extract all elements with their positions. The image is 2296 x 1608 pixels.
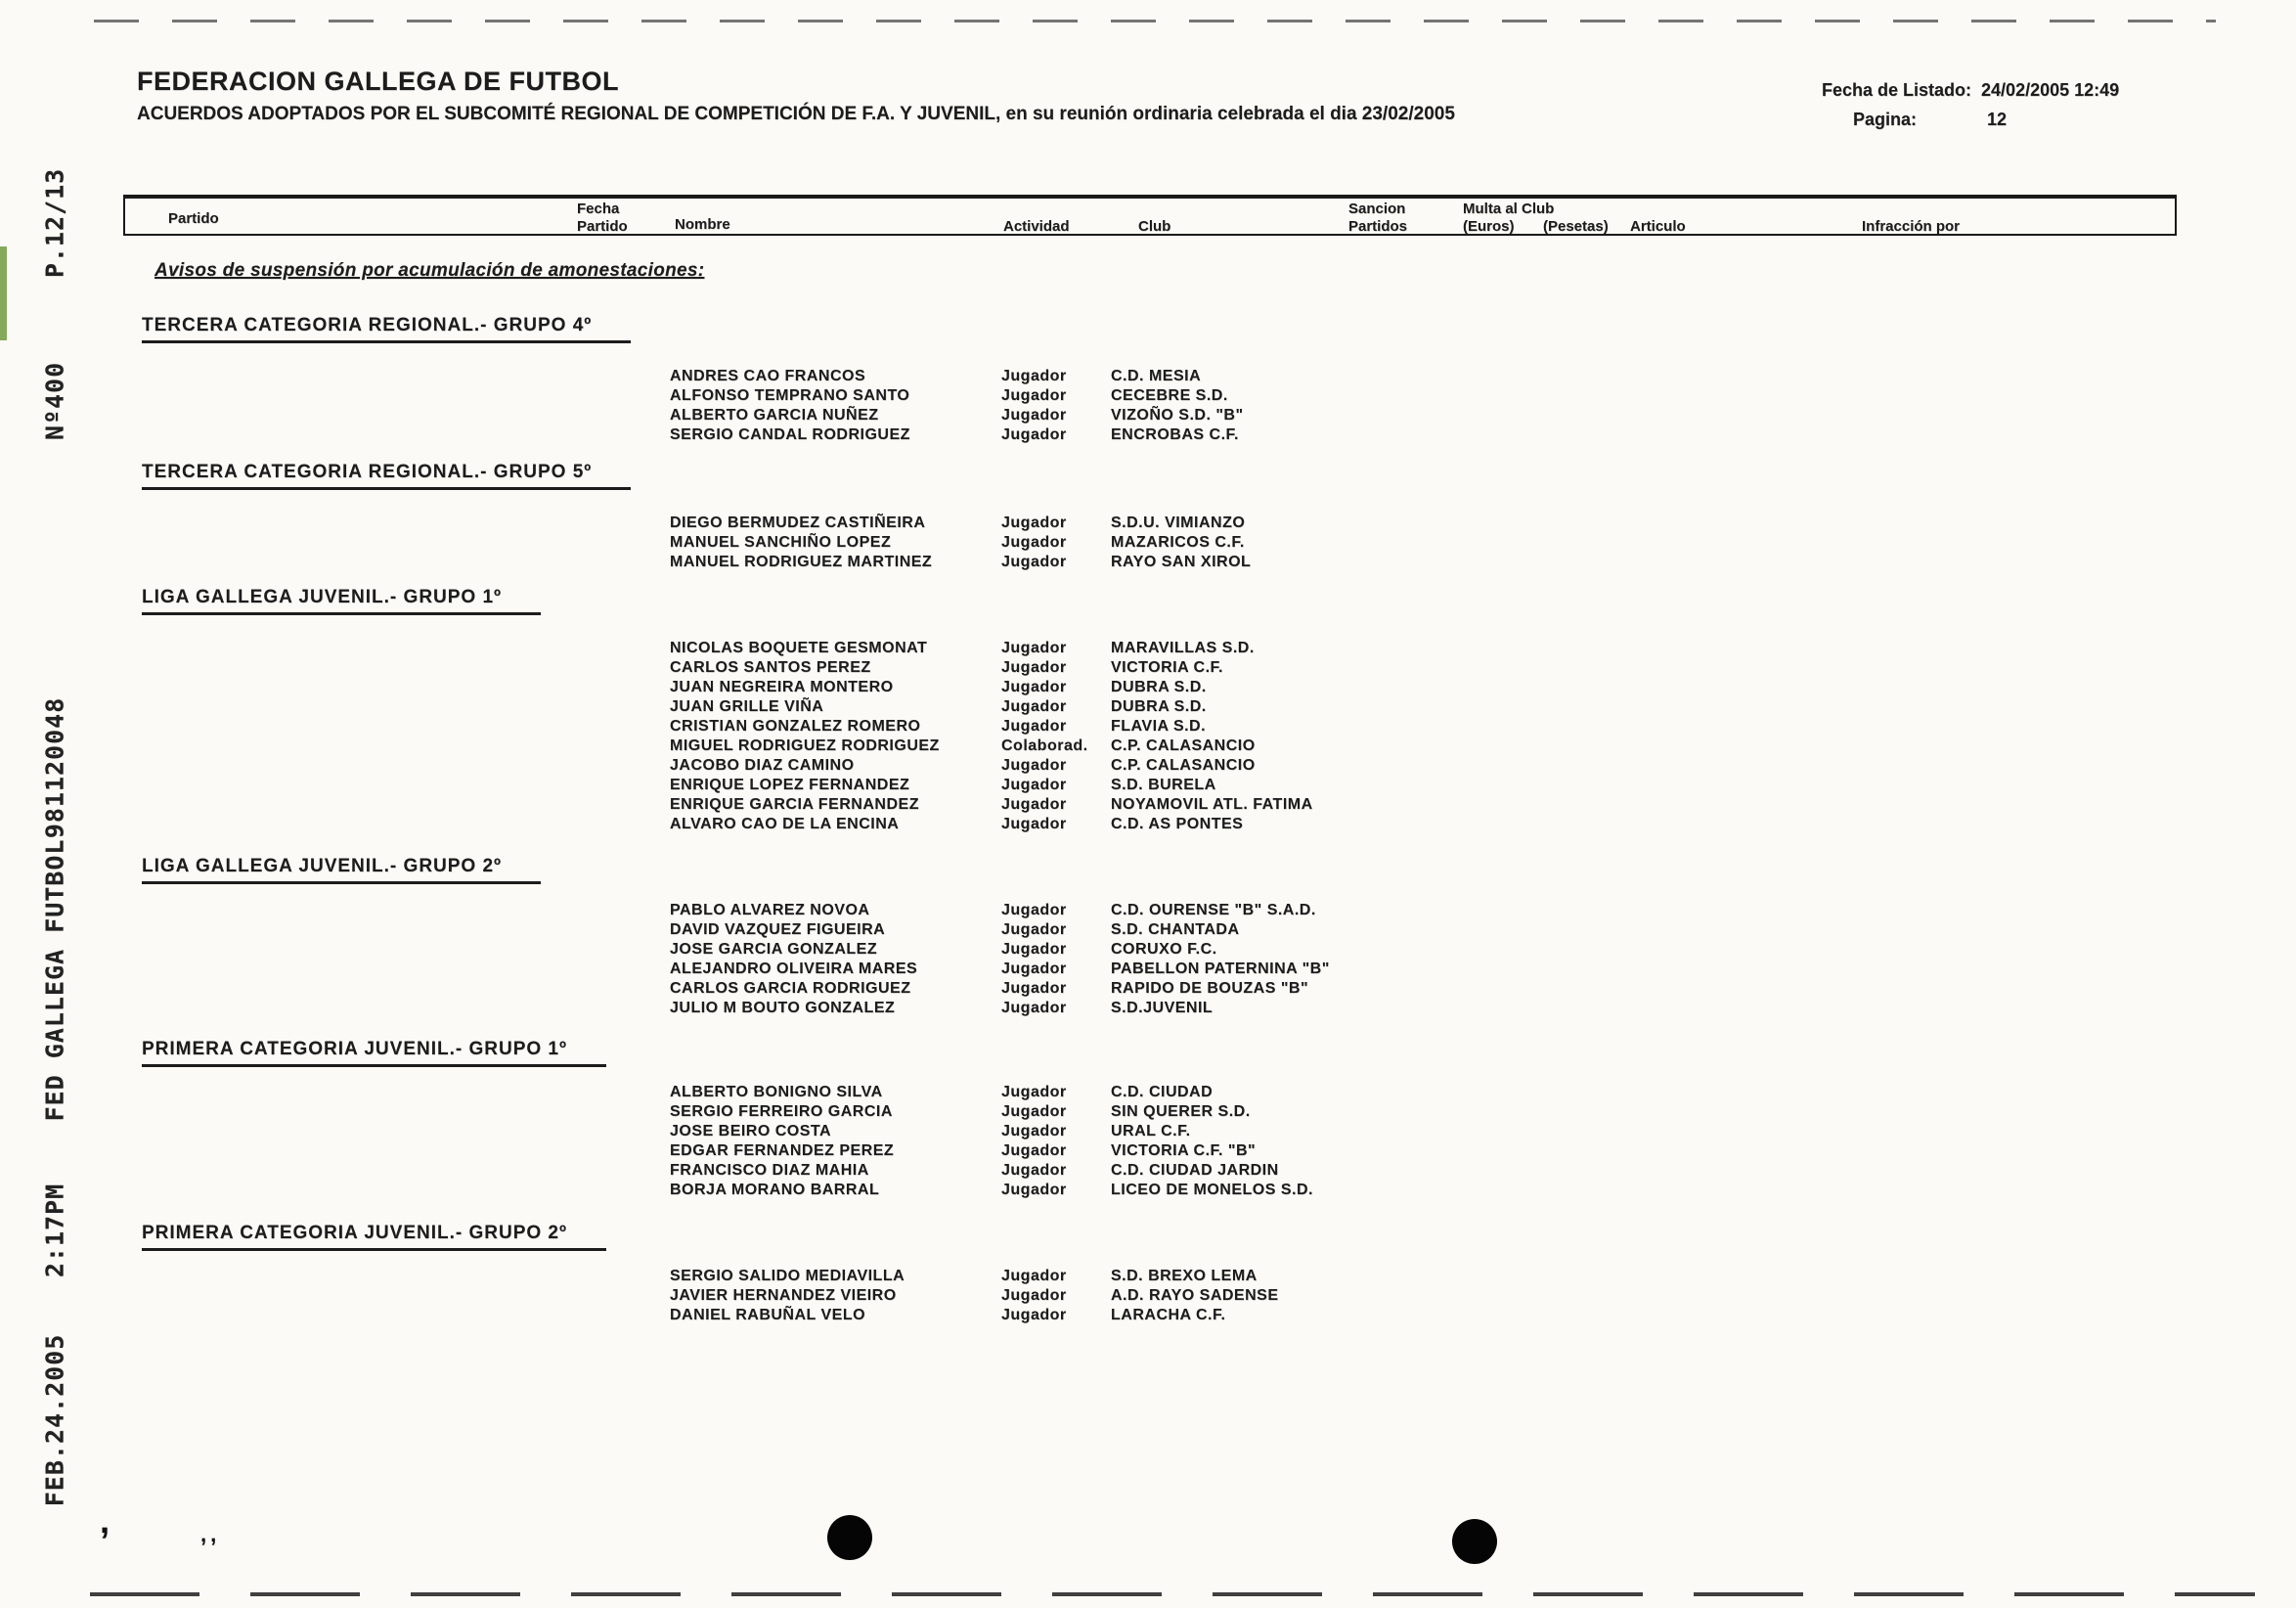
cell-nombre: MANUEL RODRIGUEZ MARTINEZ xyxy=(670,554,933,570)
cell-nombre: ALVARO CAO DE LA ENCINA xyxy=(670,816,900,832)
cell-club: SIN QUERER S.D. xyxy=(1111,1103,1251,1120)
table-row xyxy=(0,1268,2296,1287)
cell-actividad: Jugador xyxy=(1001,679,1067,695)
table-row xyxy=(0,816,2296,835)
table-row xyxy=(0,679,2296,698)
col-multa-euros: (Euros) xyxy=(1463,218,1515,235)
table-row xyxy=(0,534,2296,554)
cell-club: CORUXO F.C. xyxy=(1111,941,1217,958)
cell-club: C.D. CIUDAD xyxy=(1111,1084,1214,1100)
table-row xyxy=(0,659,2296,679)
cell-nombre: JUAN GRILLE VIÑA xyxy=(670,698,824,715)
cell-nombre: ALEJANDRO OLIVEIRA MARES xyxy=(670,960,918,977)
table-row xyxy=(0,514,2296,534)
col-nombre: Nombre xyxy=(675,216,730,233)
table-row xyxy=(0,1000,2296,1019)
cell-nombre: JUAN NEGREIRA MONTERO xyxy=(670,679,894,695)
cell-club: S.D. BREXO LEMA xyxy=(1111,1268,1258,1284)
listing-date-label: Fecha de Listado: xyxy=(1822,80,1972,100)
cell-nombre: DANIEL RABUÑAL VELO xyxy=(670,1307,866,1323)
section-title: Avisos de suspensión por acumulación de amonestaciones: xyxy=(155,260,705,281)
table-row xyxy=(0,960,2296,980)
table-row xyxy=(0,941,2296,960)
cell-nombre: BORJA MORANO BARRAL xyxy=(670,1182,880,1198)
table-row xyxy=(0,737,2296,757)
cell-club: FLAVIA S.D. xyxy=(1111,718,1207,735)
cell-nombre: ALBERTO BONIGNO SILVA xyxy=(670,1084,883,1100)
group-rows xyxy=(0,514,2296,573)
scan-artifact-smudge: ,, xyxy=(200,1522,221,1546)
cell-actividad: Jugador xyxy=(1001,659,1067,676)
cell-nombre: ENRIQUE GARCIA FERNANDEZ xyxy=(670,796,919,813)
cell-nombre: ALBERTO GARCIA NUÑEZ xyxy=(670,407,879,424)
cell-club: VICTORIA C.F. "B" xyxy=(1111,1142,1257,1159)
table-row xyxy=(0,1103,2296,1123)
fax-stamp-phone-number: 981120048 xyxy=(40,696,69,839)
cell-nombre: JAVIER HERNANDEZ VIEIRO xyxy=(670,1287,897,1304)
cell-actividad: Jugador xyxy=(1001,1084,1067,1100)
cell-actividad: Jugador xyxy=(1001,407,1067,424)
cell-nombre: CRISTIAN GONZALEZ ROMERO xyxy=(670,718,921,735)
group-rows xyxy=(0,640,2296,835)
table-row xyxy=(0,1287,2296,1307)
fax-stamp-date: FEB.24.2005 xyxy=(40,1333,69,1507)
table-column-header xyxy=(123,195,2177,236)
col-partido: Partido xyxy=(168,210,219,227)
cell-club: MAZARICOS C.F. xyxy=(1111,534,1245,551)
table-row xyxy=(0,796,2296,816)
cell-actividad: Jugador xyxy=(1001,1162,1067,1179)
cell-actividad: Jugador xyxy=(1001,980,1067,997)
cell-actividad: Jugador xyxy=(1001,941,1067,958)
cell-club: C.D. CIUDAD JARDIN xyxy=(1111,1162,1279,1179)
table-row xyxy=(0,718,2296,737)
table-row xyxy=(0,757,2296,777)
table-row xyxy=(0,1307,2296,1326)
col-fecha-partido-line1: Fecha xyxy=(577,201,620,217)
cell-club: C.D. OURENSE "B" S.A.D. xyxy=(1111,902,1316,918)
table-row xyxy=(0,1084,2296,1103)
fax-stamp-page-number: P.12/13 xyxy=(40,167,69,279)
cell-nombre: JOSE GARCIA GONZALEZ xyxy=(670,941,878,958)
cell-nombre: MANUEL SANCHIÑO LOPEZ xyxy=(670,534,892,551)
cell-club: S.D. CHANTADA xyxy=(1111,921,1240,938)
fax-stamp-sender-name: FED GALLEGA FUTBOL xyxy=(40,838,69,1122)
cell-club: ENCROBAS C.F. xyxy=(1111,426,1239,443)
col-sancion-line1: Sancion xyxy=(1348,201,1406,217)
table-row xyxy=(0,387,2296,407)
listing-date-value: 24/02/2005 12:49 xyxy=(1981,80,2120,100)
cell-club: C.D. AS PONTES xyxy=(1111,816,1244,832)
cell-nombre: SERGIO CANDAL RODRIGUEZ xyxy=(670,426,910,443)
cell-nombre: JOSE BEIRO COSTA xyxy=(670,1123,832,1139)
group-heading: TERCERA CATEGORIA REGIONAL.- GRUPO 4º xyxy=(142,315,631,343)
table-row xyxy=(0,554,2296,573)
table-row xyxy=(0,698,2296,718)
cell-actividad: Jugador xyxy=(1001,921,1067,938)
cell-club: RAYO SAN XIROL xyxy=(1111,554,1252,570)
col-articulo: Articulo xyxy=(1630,218,1686,235)
cell-actividad: Jugador xyxy=(1001,1103,1067,1120)
table-row xyxy=(0,368,2296,387)
cell-actividad: Colaborad. xyxy=(1001,737,1088,754)
cell-nombre: DAVID VAZQUEZ FIGUEIRA xyxy=(670,921,886,938)
cell-nombre: ENRIQUE LOPEZ FERNANDEZ xyxy=(670,777,910,793)
cell-nombre: JULIO M BOUTO GONZALEZ xyxy=(670,1000,896,1016)
cell-actividad: Jugador xyxy=(1001,1287,1067,1304)
group-rows xyxy=(0,1084,2296,1201)
cell-actividad: Jugador xyxy=(1001,534,1067,551)
col-actividad: Actividad xyxy=(1003,218,1070,235)
cell-club: S.D. BURELA xyxy=(1111,777,1216,793)
cell-nombre: CARLOS GARCIA RODRIGUEZ xyxy=(670,980,911,997)
cell-club: URAL C.F. xyxy=(1111,1123,1191,1139)
listing-date xyxy=(1822,80,2119,101)
table-row xyxy=(0,1182,2296,1201)
cell-club: C.P. CALASANCIO xyxy=(1111,757,1256,774)
cell-nombre: SERGIO SALIDO MEDIAVILLA xyxy=(670,1268,905,1284)
cell-club: DUBRA S.D. xyxy=(1111,698,1207,715)
group-heading: LIGA GALLEGA JUVENIL.- GRUPO 1º xyxy=(142,587,541,615)
cell-club: CECEBRE S.D. xyxy=(1111,387,1228,404)
cell-nombre: ANDRES CAO FRANCOS xyxy=(670,368,866,384)
cell-club: S.D.JUVENIL xyxy=(1111,1000,1214,1016)
group-rows xyxy=(0,368,2296,446)
cell-actividad: Jugador xyxy=(1001,777,1067,793)
cell-actividad: Jugador xyxy=(1001,1268,1067,1284)
cell-actividad: Jugador xyxy=(1001,796,1067,813)
cell-actividad: Jugador xyxy=(1001,387,1067,404)
cell-actividad: Jugador xyxy=(1001,816,1067,832)
fax-stamp-time: 2:17PM xyxy=(40,1183,69,1278)
scan-artifact-green-edge xyxy=(0,246,7,340)
fax-stamp-job-number: Nº400 xyxy=(40,361,69,441)
page-number xyxy=(1853,110,2007,130)
scan-artifact-bottom-dashed-line xyxy=(90,1592,2255,1596)
col-fecha-partido-line2: Partido xyxy=(577,218,628,235)
cell-actividad: Jugador xyxy=(1001,1142,1067,1159)
col-infraccion: Infracción por xyxy=(1862,218,1961,235)
cell-actividad: Jugador xyxy=(1001,640,1067,656)
col-club: Club xyxy=(1138,218,1171,235)
table-row xyxy=(0,1123,2296,1142)
cell-nombre: DIEGO BERMUDEZ CASTIÑEIRA xyxy=(670,514,926,531)
cell-club: C.D. MESIA xyxy=(1111,368,1202,384)
document-title: FEDERACION GALLEGA DE FUTBOL xyxy=(137,67,619,96)
cell-club: RAPIDO DE BOUZAS "B" xyxy=(1111,980,1309,997)
table-row xyxy=(0,980,2296,1000)
cell-club: NOYAMOVIL ATL. FATIMA xyxy=(1111,796,1313,813)
document-subtitle: ACUERDOS ADOPTADOS POR EL SUBCOMITÉ REGIONAL DE COMPETICIÓN DE F.A. Y JUVENIL, en su reunión ordinaria celebrada el dia 23/02/2005 xyxy=(137,104,1455,124)
col-multa-pesetas: (Pesetas) xyxy=(1543,218,1609,235)
group-rows xyxy=(0,1268,2296,1326)
table-row xyxy=(0,777,2296,796)
cell-nombre: JACOBO DIAZ CAMINO xyxy=(670,757,855,774)
cell-nombre: SERGIO FERREIRO GARCIA xyxy=(670,1103,893,1120)
cell-club: S.D.U. VIMIANZO xyxy=(1111,514,1246,531)
scan-artifact-smudge: , xyxy=(100,1500,110,1541)
table-row xyxy=(0,1162,2296,1182)
cell-nombre: EDGAR FERNANDEZ PEREZ xyxy=(670,1142,895,1159)
table-row xyxy=(0,407,2296,426)
cell-club: VIZOÑO S.D. "B" xyxy=(1111,407,1244,424)
cell-actividad: Jugador xyxy=(1001,1182,1067,1198)
cell-actividad: Jugador xyxy=(1001,1307,1067,1323)
cell-nombre: NICOLAS BOQUETE GESMONAT xyxy=(670,640,928,656)
hole-punch-left xyxy=(827,1515,872,1560)
cell-actividad: Jugador xyxy=(1001,698,1067,715)
cell-club: VICTORIA C.F. xyxy=(1111,659,1223,676)
cell-nombre: FRANCISCO DIAZ MAHIA xyxy=(670,1162,869,1179)
hole-punch-right xyxy=(1452,1519,1497,1564)
cell-nombre: ALFONSO TEMPRANO SANTO xyxy=(670,387,910,404)
col-multa-line1: Multa al Club xyxy=(1463,201,1555,217)
cell-club: A.D. RAYO SADENSE xyxy=(1111,1287,1279,1304)
cell-club: DUBRA S.D. xyxy=(1111,679,1207,695)
scan-artifact-top-dashed-line xyxy=(94,20,2216,22)
cell-club: C.P. CALASANCIO xyxy=(1111,737,1256,754)
page-number-value: 12 xyxy=(1987,110,2008,129)
table-row xyxy=(0,426,2296,446)
cell-nombre: CARLOS SANTOS PEREZ xyxy=(670,659,871,676)
cell-actividad: Jugador xyxy=(1001,757,1067,774)
cell-nombre: PABLO ALVAREZ NOVOA xyxy=(670,902,870,918)
col-sancion-line2: Partidos xyxy=(1348,218,1408,235)
group-heading: PRIMERA CATEGORIA JUVENIL.- GRUPO 2º xyxy=(142,1223,606,1251)
cell-club: PABELLON PATERNINA "B" xyxy=(1111,960,1330,977)
cell-actividad: Jugador xyxy=(1001,1123,1067,1139)
cell-club: MARAVILLAS S.D. xyxy=(1111,640,1255,656)
cell-club: LICEO DE MONELOS S.D. xyxy=(1111,1182,1313,1198)
cell-actividad: Jugador xyxy=(1001,718,1067,735)
page-number-label: Pagina: xyxy=(1853,110,1918,129)
cell-club: LARACHA C.F. xyxy=(1111,1307,1226,1323)
group-heading: PRIMERA CATEGORIA JUVENIL.- GRUPO 1º xyxy=(142,1039,606,1067)
table-row xyxy=(0,902,2296,921)
group-heading: LIGA GALLEGA JUVENIL.- GRUPO 2º xyxy=(142,856,541,884)
cell-actividad: Jugador xyxy=(1001,368,1067,384)
group-heading: TERCERA CATEGORIA REGIONAL.- GRUPO 5º xyxy=(142,462,631,490)
cell-actividad: Jugador xyxy=(1001,960,1067,977)
cell-actividad: Jugador xyxy=(1001,902,1067,918)
cell-actividad: Jugador xyxy=(1001,1000,1067,1016)
cell-actividad: Jugador xyxy=(1001,554,1067,570)
table-row xyxy=(0,1142,2296,1162)
table-row xyxy=(0,921,2296,941)
cell-actividad: Jugador xyxy=(1001,426,1067,443)
cell-nombre: MIGUEL RODRIGUEZ RODRIGUEZ xyxy=(670,737,940,754)
cell-actividad: Jugador xyxy=(1001,514,1067,531)
group-rows xyxy=(0,902,2296,1019)
table-row xyxy=(0,640,2296,659)
